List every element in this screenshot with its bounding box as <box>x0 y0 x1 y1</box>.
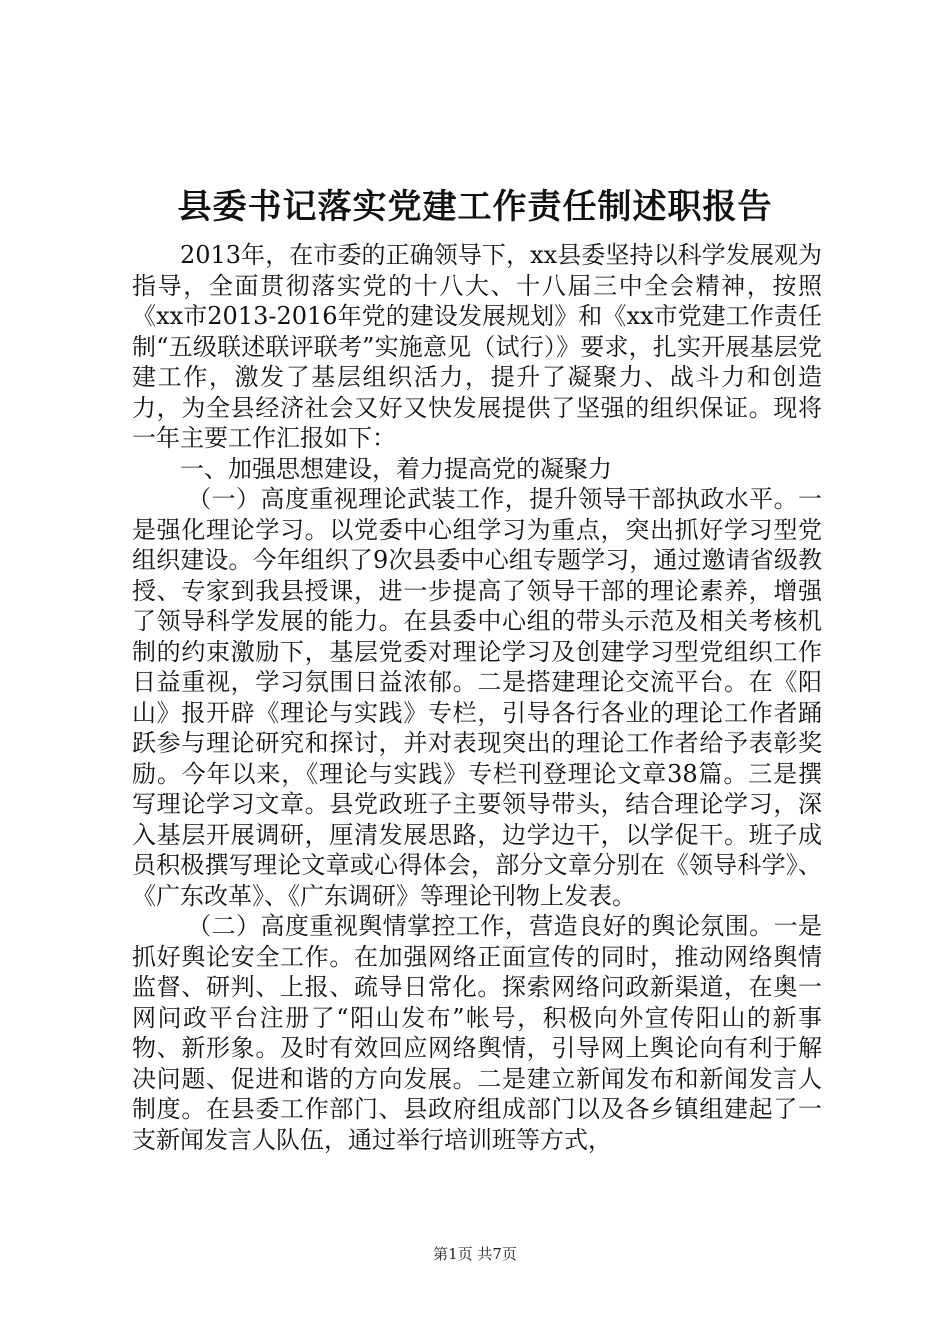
page-number: 第1页 共7页 <box>433 1245 517 1263</box>
document-body <box>132 240 822 1155</box>
section-heading: 一、加强思想建设，着力提高党的凝聚力 <box>180 454 612 483</box>
subsection-paragraph-2: （二）高度重视舆情掌控工作，营造良好的舆论氛围。一是抓好舆论安全工作。在加强网络正面宣传的同时，推动网络舆情监督、研判、上报、疏导日常化。探索网络问政新渠道，在奥一网问政平台注册了“阳山发布”帐号，积极向外宣传阳山的新事物、新形象。及时有效回应网络舆情，引导网上舆论向有利于解决问题、促进和谐的方向发展。二是建立新闻发布和新闻发言人制度。在县委工作部门、县政府组成部门以及各乡镇组建起了一支新闻发言人队伍，通过举行培训班等方式， <box>132 912 822 1154</box>
subsection-paragraph-1: （一）高度重视理论武装工作，提升领导干部执政水平。一是强化理论学习。以党委中心组学习为重点，突出抓好学习型党组织建设。今年组织了9次县委中心组专题学习，通过邀请省级教授、专家到我县授课，进一步提高了领导干部的理论素养，增强了领导科学发展的能力。在县委中心组的带头示范及相关考核机制的约束激励下，基层党委对理论学习及创建学习型党组织工作日益重视，学习氛围日益浓郁。二是搭建理论交流平台。在《阳山》报开辟《理论与实践》专栏，引导各行各业的理论工作者踊跃参与理论研究和探讨，并对表现突出的理论工作者给予表彰奖励。今年以来，《理论与实践》专栏刊登理论文章38篇。三是撰写理论学习文章。县党政班子主要领导带头，结合理论学习，深入基层开展调研，厘清发展思路，边学边干，以学促干。班子成员积极撰写理论文章或心得体会，部分文章分别在《领导科学》、《广东改革》、《广东调研》等理论刊物上发表。 <box>132 485 822 910</box>
intro-paragraph: 2013年，在市委的正确领导下，xx县委坚持以科学发展观为指导，全面贯彻落实党的十八大、十八届三中全会精神，按照《xx市2013-2016年党的建设发展规划》和《xx市党建工作责任制“五级联述联评联考”实施意见（试行）》要求，扎实开展基层党建工作，激发了基层组织活力，提升了凝聚力、战斗力和创造力，为全县经济社会又好又快发展提供了坚强的组织保证。现将一年主要工作汇报如下： <box>132 241 822 452</box>
document-title: 县委书记落实党建工作责任制述职报告 <box>177 187 773 227</box>
